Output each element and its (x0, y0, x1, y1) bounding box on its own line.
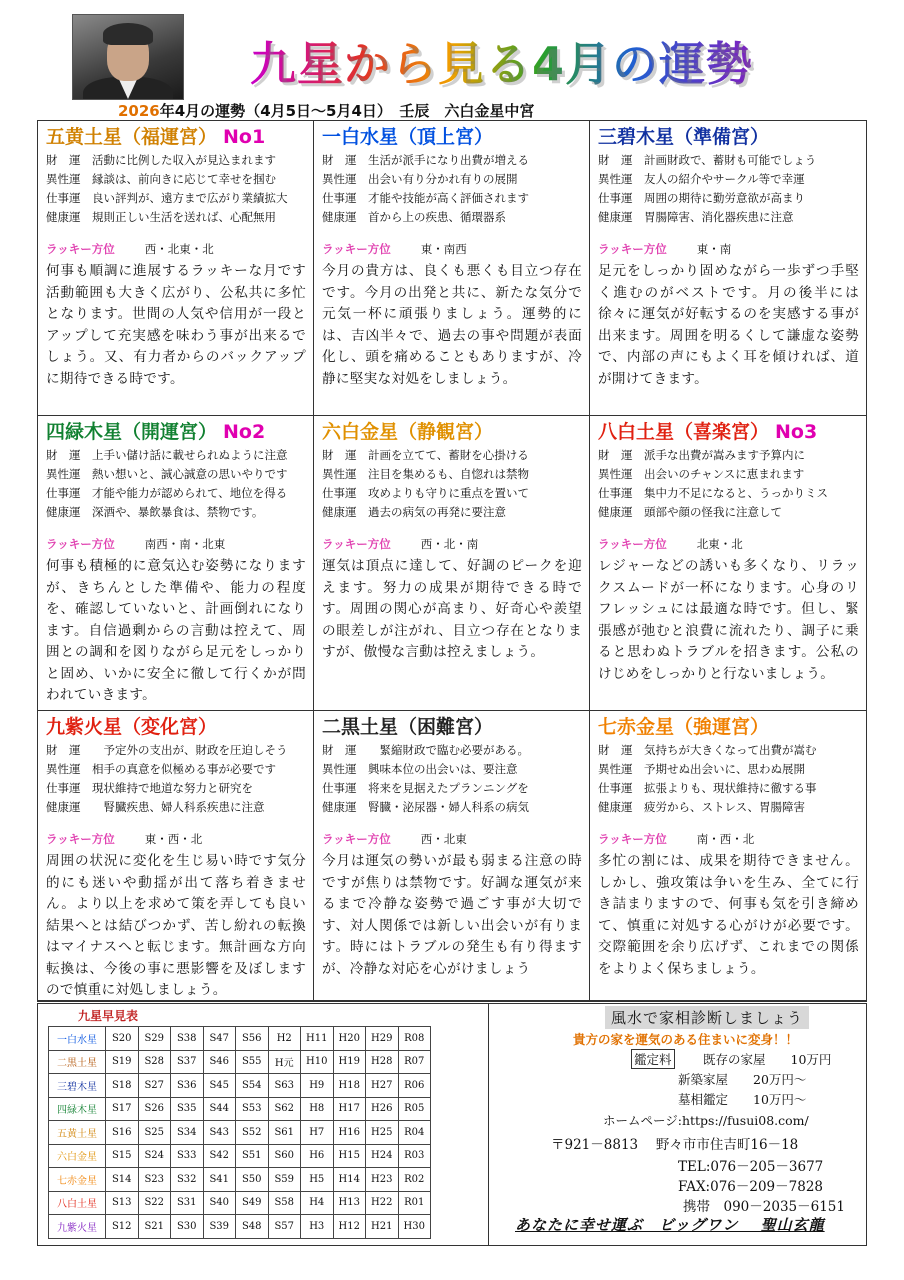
lookup-cell: S21 (138, 1215, 171, 1239)
lucky-direction-value: 南西・南・北東 (144, 537, 226, 551)
lookup-cell: H10 (301, 1050, 334, 1074)
lookup-cell: H17 (333, 1097, 366, 1121)
fee-new: 新築家屋 20万円～ (678, 1072, 807, 1087)
lucky-direction-value: 南・西・北 (696, 832, 755, 846)
lookup-cell: S34 (171, 1121, 204, 1145)
fengshui-subtitle: 貴方の家を運気のある住まいに変身！！ (573, 1032, 799, 1047)
rank-badge: No2 (223, 421, 266, 443)
lookup-cell: S17 (106, 1097, 139, 1121)
address: 〒921－8813 野々市市住吉町16－18 (551, 1137, 799, 1153)
fortune-row (38, 711, 866, 1001)
star-description: 何事も積極的に意気込む姿勢になりますが、きちんとした準備や、能力の程度を、確認していないと、計画倒れになります。自信過剰からの言動は控えて、周囲との調和を図りながら足元をしっかりと固め、いかに安全に徹して行くかが問われていきます。 (46, 558, 306, 703)
lookup-cell: S43 (203, 1121, 236, 1145)
lookup-cell: S31 (171, 1191, 204, 1215)
fee-existing: 既存の家屋 10万円 (703, 1052, 832, 1067)
lookup-row (49, 1121, 431, 1145)
lookup-cell: S39 (203, 1215, 236, 1239)
luck-line: 仕事運 集中力不足になると、うっかりミス (598, 486, 828, 500)
luck-line: 異性運 相手の真意を似極める事が必要です (46, 762, 276, 776)
lookup-cell: S42 (203, 1144, 236, 1168)
star-cell (590, 416, 866, 711)
lookup-cell: H30 (398, 1215, 431, 1239)
lookup-grid (48, 1026, 431, 1239)
fengshui-title: 風水で家相診断しましょう (605, 1006, 809, 1029)
lookup-cell: S22 (138, 1191, 171, 1215)
lookup-cell: H6 (301, 1144, 334, 1168)
fax: FAX:076－209－7828 (678, 1179, 823, 1195)
luck-line: 仕事運 才能や技能が高く評価されます (322, 191, 529, 205)
lucky-direction-label: ラッキー方位 (46, 832, 115, 846)
lookup-cell: S19 (106, 1050, 139, 1074)
star-heading (46, 420, 306, 446)
luck-line: 仕事運 現状維持で地道な努力と研究を (46, 781, 253, 795)
lookup-cell: S45 (203, 1074, 236, 1098)
lookup-cell: H16 (333, 1121, 366, 1145)
star-heading (46, 715, 306, 741)
star-heading (322, 420, 582, 446)
signature: あなたに幸せ運ぶ ビッグワン 聖山玄龍 (515, 1216, 825, 1234)
lookup-cell: S37 (171, 1050, 204, 1074)
luck-line: 健康運 深酒や、暴飲暴食は、禁物です。 (46, 505, 264, 519)
luck-line: 異性運 縁談は、前向きに応じて幸せを掴む (46, 172, 276, 186)
lookup-cell: H5 (301, 1168, 334, 1192)
luck-line: 健康運 規則正しい生活を送れば、心配無用 (46, 210, 276, 224)
lookup-star-name: 三碧木星 (49, 1074, 106, 1098)
lucky-direction-label: ラッキー方位 (598, 537, 667, 551)
lucky-direction (598, 536, 859, 556)
lookup-star-name: 六白金星 (49, 1144, 106, 1168)
star-cell (590, 711, 866, 1001)
lookup-cell: R08 (398, 1027, 431, 1051)
star-heading (322, 125, 582, 151)
lookup-cell: H23 (366, 1168, 399, 1192)
star-cell (314, 416, 590, 711)
lookup-cell: H7 (301, 1121, 334, 1145)
lookup-cell: S12 (106, 1215, 139, 1239)
lookup-cell: H29 (366, 1027, 399, 1051)
lucky-direction (46, 536, 306, 556)
lookup-cell: S18 (106, 1074, 139, 1098)
fee-label: 鑑定料 (631, 1049, 675, 1069)
lookup-cell: H12 (333, 1215, 366, 1239)
luck-line: 異性運 出会いのチャンスに恵まれます (598, 467, 805, 481)
lookup-cell: S62 (268, 1097, 301, 1121)
bottom-section (37, 1003, 867, 1246)
lookup-cell: S52 (236, 1121, 269, 1145)
star-heading (46, 125, 306, 151)
star-description: 足元をしっかり固めながら一歩ずつ手堅く進むのがベストです。月の後半には徐々に運気が好転するのを実感する事が出来ます。周囲を明るくして謙虚な姿勢で、内部の声にもよく耳を傾ければ、道が開けてきます。 (598, 263, 859, 387)
lookup-cell: H元 (268, 1050, 301, 1074)
luck-line: 財 運 活動に比例した収入が見込まれます (46, 153, 276, 167)
luck-line: 健康運 過去の病気の再発に要注意 (322, 505, 506, 519)
luck-line: 財 運 予定外の支出が、財政を圧迫しそう (46, 743, 288, 757)
lucky-direction-value: 西・北東・北 (144, 242, 214, 256)
lookup-cell: S14 (106, 1168, 139, 1192)
lookup-cell: S50 (236, 1168, 269, 1192)
lookup-cell: S55 (236, 1050, 269, 1074)
lookup-row (49, 1168, 431, 1192)
lookup-star-name: 四緑木星 (49, 1097, 106, 1121)
subtitle-text: 年4月の運勢（4月5日～5月4日） 壬辰 六白金星中宮 (159, 102, 535, 120)
page-title: 九星から見る4月の運勢 (250, 28, 753, 94)
luck-line: 健康運 胃腸障害、消化器疾患に注意 (598, 210, 794, 224)
lookup-cell: S38 (171, 1027, 204, 1051)
lookup-cell: H9 (301, 1074, 334, 1098)
luck-line: 仕事運 将来を見据えたプランニングを (322, 781, 529, 795)
lookup-row (49, 1215, 431, 1239)
lookup-cell: S57 (268, 1215, 301, 1239)
subtitle-year: 2026 (118, 102, 160, 120)
rank-badge: No1 (223, 126, 266, 148)
lookup-row (49, 1074, 431, 1098)
luck-line: 仕事運 周囲の期待に勤労意欲が高まり (598, 191, 805, 205)
fortune-row (38, 121, 866, 416)
fortune-row (38, 416, 866, 711)
star-name: 六白金星（静観宮） (322, 421, 494, 443)
lookup-cell: S27 (138, 1074, 171, 1098)
lookup-cell: S24 (138, 1144, 171, 1168)
star-cell (38, 121, 314, 416)
luck-line: 財 運 気持ちが大きくなって出費が嵩む (598, 743, 817, 757)
luck-line: 健康運 頭部や顔の怪我に注意して (598, 505, 782, 519)
lookup-cell: S28 (138, 1050, 171, 1074)
lookup-cell: S30 (171, 1215, 204, 1239)
lookup-cell: S32 (171, 1168, 204, 1192)
star-description: 何事も順調に進展するラッキーな月です活動範囲も大きく広がり、公私共に多忙となります。世間の人気や信用が一段とアップして充実感を味わう事が出来るでしょう。又、有力者からのバックアップに期待できる時です。 (46, 263, 306, 387)
luck-line: 財 運 計画を立てて、蓄財を心掛ける (322, 448, 529, 462)
lookup-star-name: 九紫火星 (49, 1215, 106, 1239)
lookup-cell: H3 (301, 1215, 334, 1239)
lookup-star-name: 二黒土星 (49, 1050, 106, 1074)
star-cell (314, 711, 590, 1001)
luck-line: 仕事運 拡張よりも、現状維持に徹する事 (598, 781, 817, 795)
star-name: 三碧木星（準備宮） (598, 126, 770, 148)
lookup-cell: S60 (268, 1144, 301, 1168)
lookup-cell: R06 (398, 1074, 431, 1098)
luck-line: 異性運 出会い有り分かれ有りの展開 (322, 172, 518, 186)
mobile: 携帯 090－2035－6151 (683, 1199, 845, 1215)
luck-line: 健康運 腎臓・泌尿器・婦人科系の病気 (322, 800, 529, 814)
lookup-cell: S16 (106, 1121, 139, 1145)
luck-line: 財 運 上手い儲け話に載せられぬように注意 (46, 448, 288, 462)
luck-line: 財 運 派手な出費が嵩みます予算内に (598, 448, 805, 462)
star-description: 今月の貴方は、良くも悪くも目立つ存在です。今月の出発と共に、新たな気分で元気一杯に頑張りましょう。運勢的には、吉凶半々で、過去の事や問題が表面化し、頭を痛めることもありますが、冷静に堅実な対処をしましょう。 (322, 263, 582, 387)
lookup-cell: S40 (203, 1191, 236, 1215)
star-cell (38, 416, 314, 711)
lookup-cell: S54 (236, 1074, 269, 1098)
lookup-cell: S48 (236, 1215, 269, 1239)
lucky-direction-label: ラッキー方位 (46, 242, 115, 256)
lookup-cell: S36 (171, 1074, 204, 1098)
lookup-cell: S29 (138, 1027, 171, 1051)
lucky-direction-label: ラッキー方位 (598, 242, 667, 256)
lookup-cell: S20 (106, 1027, 139, 1051)
lookup-cell: S63 (268, 1074, 301, 1098)
lookup-row (49, 1097, 431, 1121)
lucky-direction-value: 東・西・北 (144, 832, 203, 846)
lookup-cell: S56 (236, 1027, 269, 1051)
lookup-cell: R05 (398, 1097, 431, 1121)
lookup-cell: H22 (366, 1191, 399, 1215)
lookup-cell: R07 (398, 1050, 431, 1074)
lookup-cell: S23 (138, 1168, 171, 1192)
lookup-cell: H11 (301, 1027, 334, 1051)
lucky-direction (46, 241, 306, 261)
star-heading (598, 715, 859, 741)
lookup-cell: S53 (236, 1097, 269, 1121)
lucky-direction-label: ラッキー方位 (46, 537, 115, 551)
lookup-title: 九星早見表 (78, 1009, 139, 1023)
lookup-star-name: 五黄土星 (49, 1121, 106, 1145)
star-name: 八白土星（喜楽宮） (598, 421, 770, 443)
lookup-cell: S33 (171, 1144, 204, 1168)
lucky-direction-label: ラッキー方位 (598, 832, 667, 846)
lookup-cell: H19 (333, 1050, 366, 1074)
luck-line: 異性運 興味本位の出会いは、要注意 (322, 762, 518, 776)
lookup-cell: S59 (268, 1168, 301, 1192)
lookup-cell: R02 (398, 1168, 431, 1192)
rank-badge: No3 (775, 421, 818, 443)
luck-line: 異性運 注目を集めるも、自惚れは禁物 (322, 467, 529, 481)
luck-line: 仕事運 良い評判が、遠方まで広がり業績拡大 (46, 191, 288, 205)
lookup-star-name: 一白水星 (49, 1027, 106, 1051)
lookup-cell: H27 (366, 1074, 399, 1098)
star-description: 今月は運気の勢いが最も弱まる注意の時ですが焦りは禁物です。好調な運気が来るまで冷静な姿勢で過ごす事が大切です、対人関係では新しい出会いが有ります。時にはトラブルの発生も有り得ますが、冷静な対応を心がけましょう (322, 853, 582, 977)
lucky-direction-label: ラッキー方位 (322, 537, 391, 551)
luck-line: 財 運 緊縮財政で臨む必要がある。 (322, 743, 529, 757)
lookup-cell: H15 (333, 1144, 366, 1168)
lucky-direction-label: ラッキー方位 (322, 832, 391, 846)
lucky-direction-value: 西・北・南 (420, 537, 479, 551)
page-subtitle (118, 100, 534, 121)
lookup-cell: H13 (333, 1191, 366, 1215)
lookup-cell: H18 (333, 1074, 366, 1098)
lookup-row (49, 1191, 431, 1215)
lookup-cell: H26 (366, 1097, 399, 1121)
lucky-direction-value: 北東・北 (696, 537, 743, 551)
luck-line: 異性運 予期せぬ出会いに、思わぬ展開 (598, 762, 805, 776)
lookup-cell: S51 (236, 1144, 269, 1168)
luck-line: 異性運 熱い想いと、誠心誠意の思いやりです (46, 467, 288, 481)
lookup-cell: H8 (301, 1097, 334, 1121)
lookup-cell: S58 (268, 1191, 301, 1215)
lookup-cell: H21 (366, 1215, 399, 1239)
lucky-direction-value: 東・南西 (420, 242, 467, 256)
star-name: 四緑木星（開運宮） (46, 421, 218, 443)
lookup-cell: R04 (398, 1121, 431, 1145)
lucky-direction (322, 536, 582, 556)
lookup-cell: S25 (138, 1121, 171, 1145)
lookup-cell: R03 (398, 1144, 431, 1168)
lookup-cell: S46 (203, 1050, 236, 1074)
lucky-direction (46, 831, 306, 851)
luck-line: 仕事運 攻めよりも守りに重点を置いて (322, 486, 529, 500)
author-photo (72, 14, 184, 100)
lookup-cell: S35 (171, 1097, 204, 1121)
lookup-cell: S15 (106, 1144, 139, 1168)
lookup-cell: S47 (203, 1027, 236, 1051)
lookup-row (49, 1144, 431, 1168)
star-heading (598, 125, 859, 151)
star-description: レジャーなどの誘いも多くなり、リラックスムードが一杯になります。心身のリフレッシュには最適な時です。但し、緊張感が弛むと浪費に流れたり、調子に乗ると思わぬトラブルを招きます。公私のけじめをしっかりと行ないましょう。 (598, 558, 859, 682)
luck-line: 仕事運 才能や能力が認められて、地位を得る (46, 486, 288, 500)
lookup-cell: H2 (268, 1027, 301, 1051)
lucky-direction-value: 西・北東 (420, 832, 467, 846)
luck-line: 異性運 友人の紹介やサークル等で幸運 (598, 172, 805, 186)
star-cell (590, 121, 866, 416)
star-name: 一白水星（頂上宮） (322, 126, 494, 148)
lookup-cell: S61 (268, 1121, 301, 1145)
lookup-cell: S41 (203, 1168, 236, 1192)
lookup-cell: S13 (106, 1191, 139, 1215)
star-name: 五黄土星（福運宮） (46, 126, 218, 148)
lookup-cell: H28 (366, 1050, 399, 1074)
lookup-cell: H24 (366, 1144, 399, 1168)
fengshui-ad (493, 1004, 866, 1245)
lucky-direction-value: 東・南 (696, 242, 732, 256)
star-cell (314, 121, 590, 416)
lookup-cell: H4 (301, 1191, 334, 1215)
lucky-direction (322, 241, 582, 261)
luck-line: 健康運 首から上の疾患、循環器系 (322, 210, 506, 224)
homepage-link[interactable]: ホームページ:https://fusui08.com/ (603, 1113, 809, 1128)
fee-grave: 墓相鑑定 10万円～ (678, 1092, 807, 1107)
star-lookup-table (38, 1004, 489, 1245)
lucky-direction (598, 241, 859, 261)
lucky-direction (598, 831, 859, 851)
lookup-row (49, 1027, 431, 1051)
tel: TEL:076－205－3677 (678, 1159, 824, 1175)
lookup-cell: R01 (398, 1191, 431, 1215)
lookup-cell: S26 (138, 1097, 171, 1121)
star-description: 多忙の割には、成果を期待できません。しかし、強攻策は争いを生み、全てに行き詰まりますので、何事も気を引き締めて、慎重に対処する心がけが必要です。交際範囲を余り広げず、これまでの関係をよりよく保ちましょう。 (598, 853, 859, 977)
star-heading (322, 715, 582, 741)
lucky-direction-label: ラッキー方位 (322, 242, 391, 256)
lookup-cell: H14 (333, 1168, 366, 1192)
star-heading (598, 420, 859, 446)
lookup-row (49, 1050, 431, 1074)
luck-line: 健康運 腎臓疾患、婦人科系疾患に注意 (46, 800, 265, 814)
lookup-cell: H20 (333, 1027, 366, 1051)
star-name: 七赤金星（強運宮） (598, 716, 770, 738)
fortune-grid (37, 120, 867, 1002)
star-name: 九紫火星（変化宮） (46, 716, 218, 738)
lookup-star-name: 七赤金星 (49, 1168, 106, 1192)
lookup-cell: H25 (366, 1121, 399, 1145)
luck-line: 財 運 計画財政で、蓄財も可能でしょう (598, 153, 817, 167)
star-description: 周囲の状況に変化を生じ易い時です気分的にも迷いや動揺が出て落ち着きません。より以上を求めて策を弄しても良い結果へとは結びつかず、苦し紛れの転換はマイナスへと転じます。無計画な方向転換は、今後の事に悪影響を及ぼしますので慎重に対処しましょう。 (46, 853, 306, 998)
lucky-direction (322, 831, 582, 851)
star-cell (38, 711, 314, 1001)
luck-line: 健康運 疲労から、ストレス、胃腸障害 (598, 800, 805, 814)
lookup-cell: S49 (236, 1191, 269, 1215)
luck-line: 財 運 生活が派手になり出費が増える (322, 153, 529, 167)
star-name: 二黒土星（困難宮） (322, 716, 494, 738)
lookup-cell: S44 (203, 1097, 236, 1121)
lookup-star-name: 八白土星 (49, 1191, 106, 1215)
star-description: 運気は頂点に達して、好調のピークを迎えます。努力の成果が期待できる時です。周囲の関心が高まり、好奇心や羨望の眼差しが注がれ、目立つ存在となりますが、傲慢な言動は控えましょう。 (322, 558, 582, 660)
